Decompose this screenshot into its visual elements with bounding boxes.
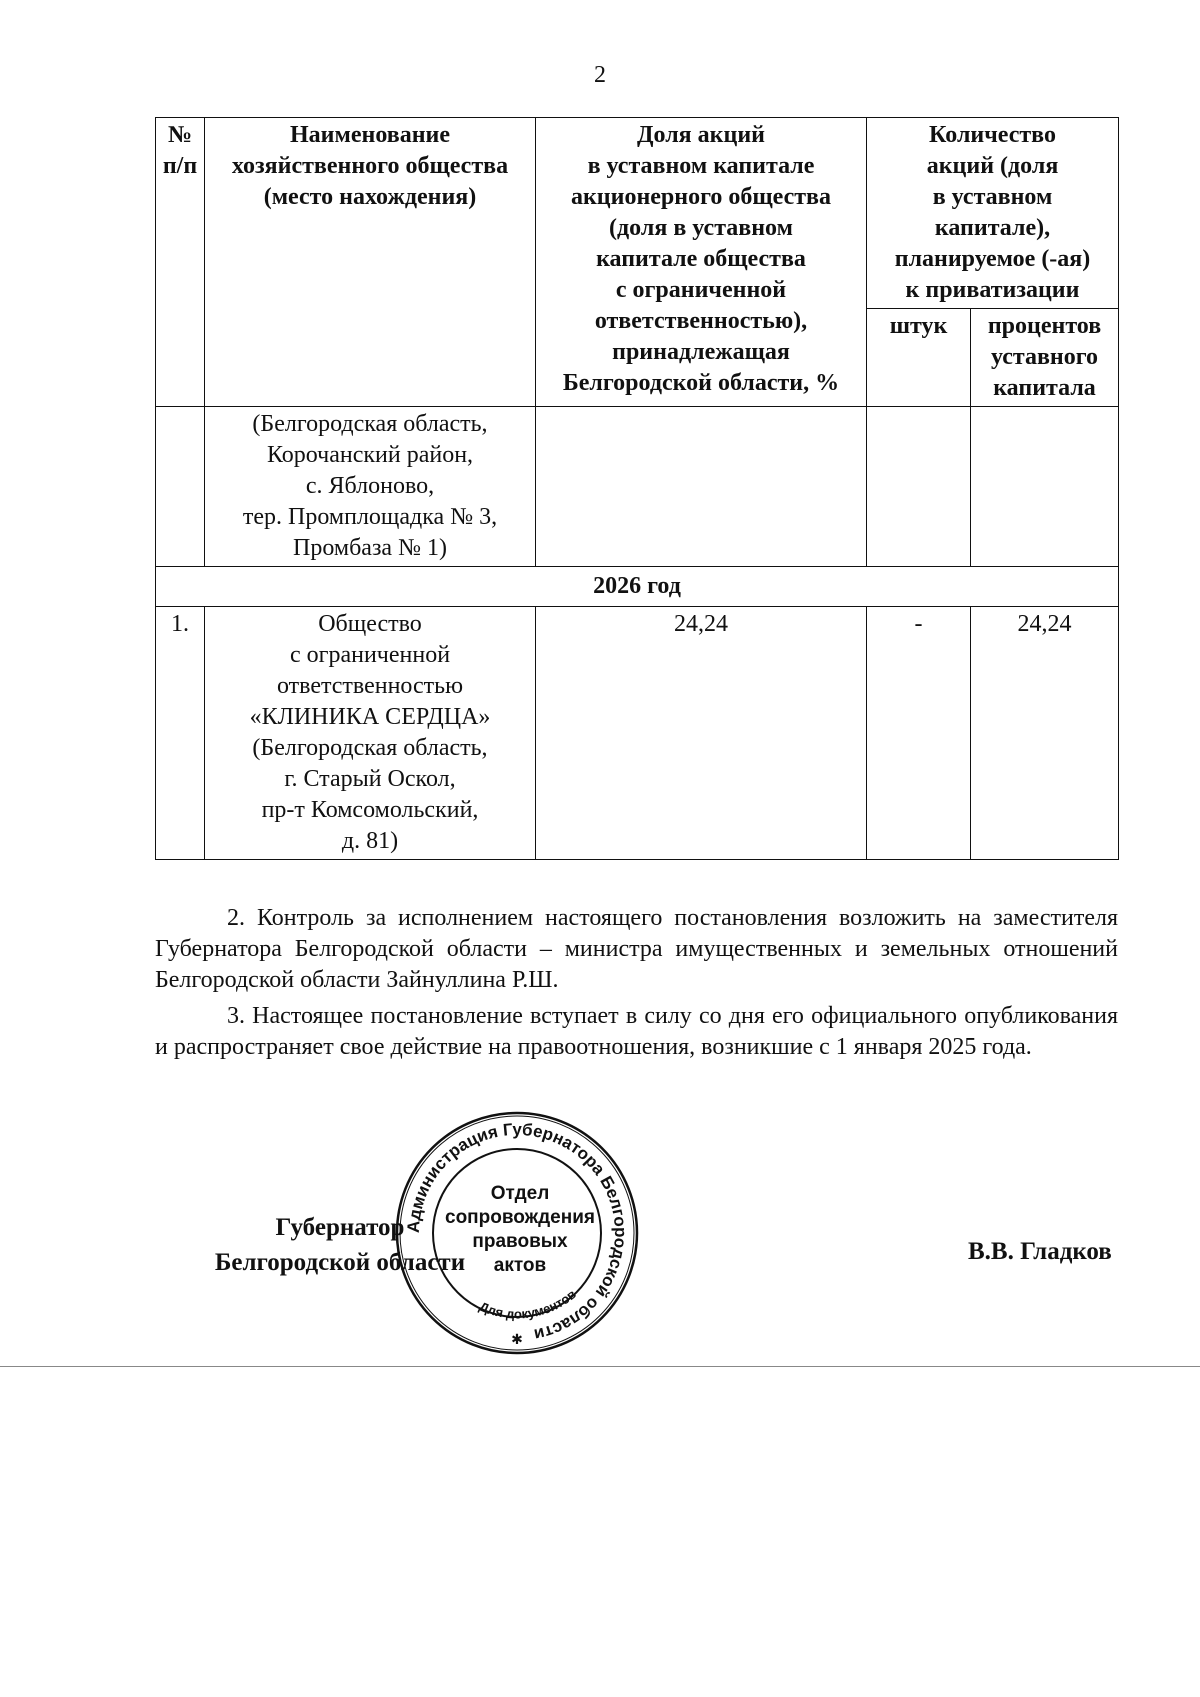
header-num: № п/п xyxy=(156,118,205,407)
table-row xyxy=(156,407,1119,567)
header-share: Доля акций в уставном капитале акционерного общества (доля в уставном капитале общества с ограниченной ответственностью), принадлежащая Белгородской области, % xyxy=(536,118,867,407)
header-pieces: штук xyxy=(867,309,971,407)
row-num: 1. xyxy=(156,607,205,860)
row-percent: 24,24 xyxy=(971,607,1119,860)
stamp-bottom-text: Для документов xyxy=(477,1286,579,1322)
signature-title: Губернатор Белгородской области xyxy=(214,1214,466,1276)
row-percent xyxy=(971,407,1119,567)
page-divider xyxy=(0,1366,1200,1367)
year-row xyxy=(156,567,1119,607)
paragraph-control: 2. Контроль за исполнением настоящего постановления возложить на заместителя Губернатора Белгородской области – министра имущественных и земельных отношений Белгородской области Зайнуллина Р.Ш. xyxy=(155,905,1118,993)
row-name: Общество с ограниченной ответственностью «КЛИНИКА СЕРДЦА» (Белгородская область, г. Старый Оскол, пр-т Комсомольский, д. 81) xyxy=(205,607,536,860)
paragraph-effective-date: 3. Настоящее постановление вступает в силу со дня его официального опубликования и распространяет свое действие на правоотношения, возникшие с 1 января 2025 года. xyxy=(155,1003,1118,1060)
star-icon: ✱ xyxy=(511,1332,523,1348)
row-num xyxy=(156,407,205,567)
table-row xyxy=(156,607,1119,860)
row-share xyxy=(536,407,867,567)
stamp-center-text: Отдел сопровождения правовых актов xyxy=(445,1183,595,1276)
header-quantity: Количество акций (доля в уставном капитале), планируемое (-ая) к приватизации xyxy=(867,118,1119,309)
row-pieces xyxy=(867,407,971,567)
signature-name: В.В. Гладков xyxy=(968,1238,1112,1265)
row-name: (Белгородская область, Корочанский район, с. Яблоново, тер. Промплощадка № 3, Промбаза № 1) xyxy=(205,407,536,567)
privatization-table xyxy=(155,117,1119,860)
year-label: 2026 год xyxy=(156,567,1119,607)
header-name: Наименование хозяйственного общества (место нахождения) xyxy=(205,118,536,407)
header-percent: процентов уставного капитала xyxy=(971,309,1119,407)
table-header-row xyxy=(156,118,1119,309)
stamp-outer-text: Администрация Губернатора Белгородской области xyxy=(403,1119,631,1345)
page-number: 2 xyxy=(594,62,606,88)
row-pieces: - xyxy=(867,607,971,860)
row-share: 24,24 xyxy=(536,607,867,860)
